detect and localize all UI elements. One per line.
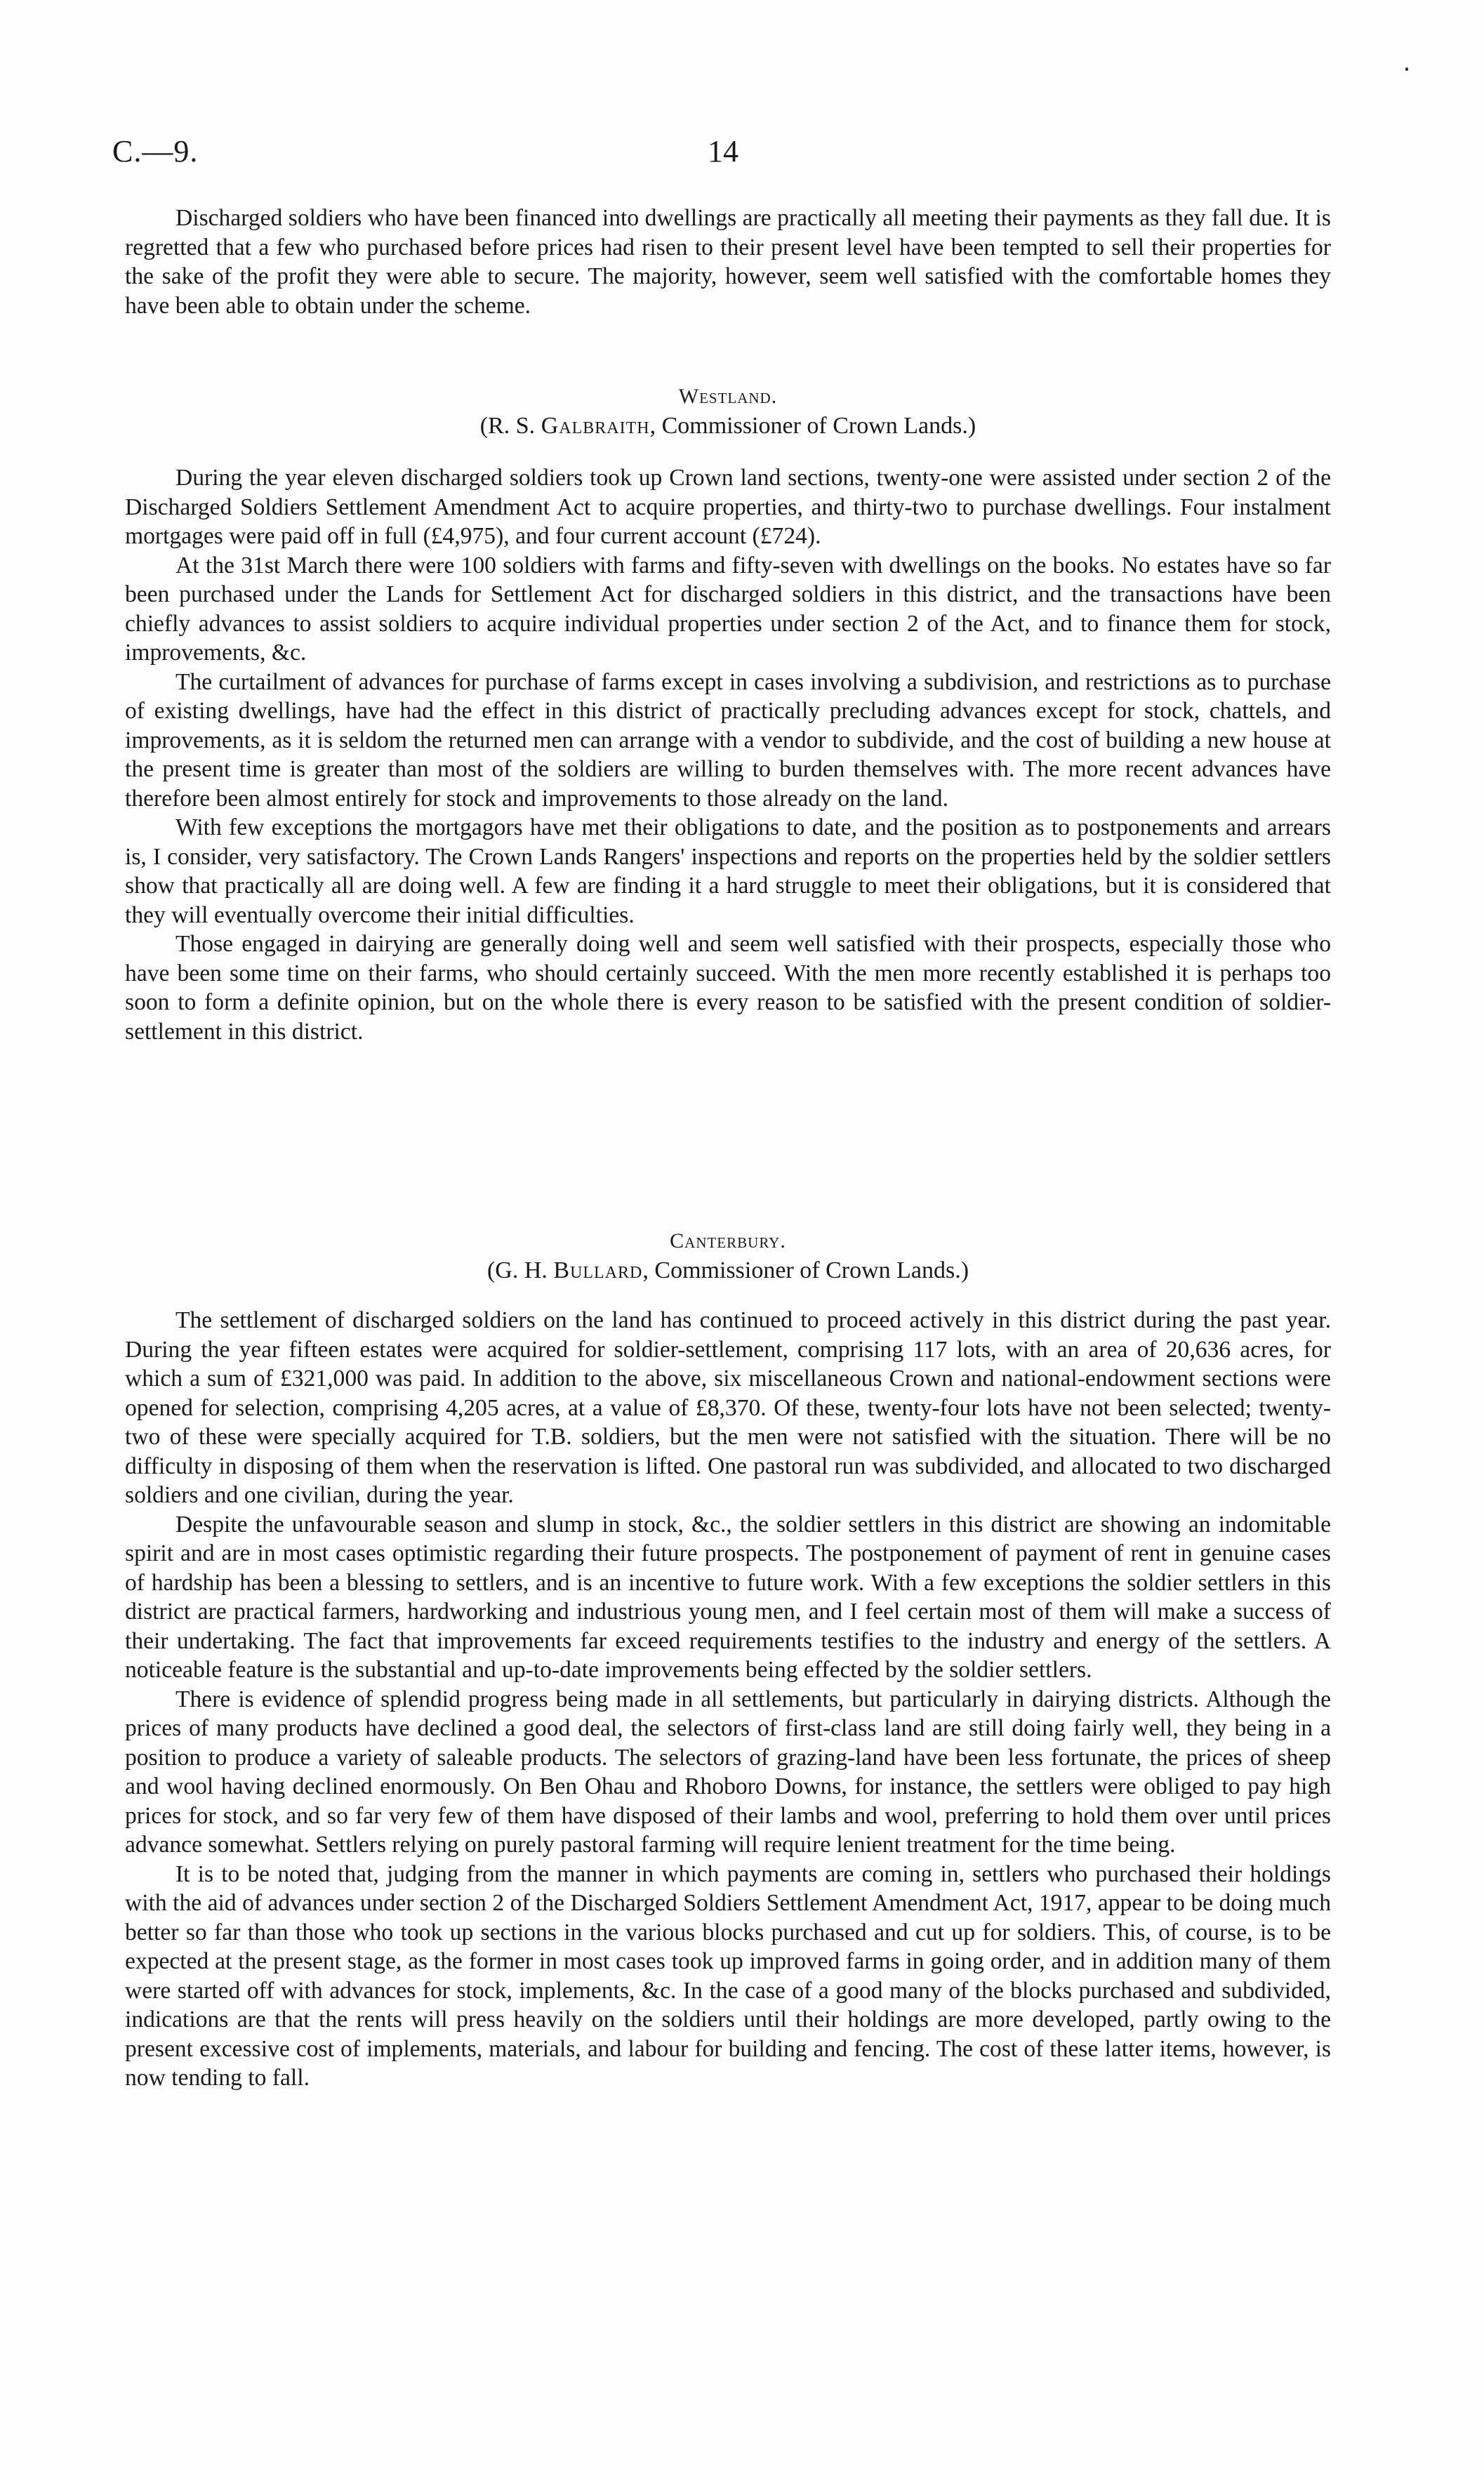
section-title-westland: Westland. [678, 385, 778, 408]
intro-paragraph: Discharged soldiers who have been financed into dwellings are practically all meeting their payments as they fall due. It is regretted that a few who purchased before prices had risen to their present level have been tempted to sell their properties for the sake of the profit they were able to secure. The majority, however, seem well satisfied with the comfortable homes they have been able to obtain under the scheme. [125, 205, 1331, 319]
paragraph: The settlement of discharged soldiers on the land has continued to proceed actively in this district during the past year. During the year fifteen estates were acquired for soldier-settlement, comprising 117 lots, with an area of 20,636 acres, for which a sum of £321,000 was paid. In addition to the above, six miscellaneous Crown and national-endowment sections were opened for selection, comprising 4,205 acres, at a value of £8,370. Of these, twenty-four lots have not been selected; twenty-two of these were specially acquired for T.B. soldiers, but the men were not satisfied with the situation. There will be no difficulty in disposing of them when the reservation is lifted. One pastoral run was subdivided, and allocated to two discharged soldiers and one civilian, during the year. [125, 1307, 1331, 1508]
paragraph: Those engaged in dairying are generally doing well and seem well satisfied with their prospects, especially those who have been some time on their farms, who should certainly succeed. With the men more recently established it is perhaps too soon to form a definite opinion, but on the whole there is every reason to be satisfied with the present condition of soldier-settlement in this district. [125, 931, 1331, 1045]
byline-suffix: , Commissioner of Crown Lands.) [649, 413, 976, 439]
section-byline-canterbury [125, 1255, 1331, 1286]
paragraph: With few exceptions the mortgagors have met their obligations to date, and the position as to postponements and arrears is, I consider, very satisfactory. The Crown Lands Rangers' inspections and reports on the properties held by the soldier settlers show that practically all are doing well. A few are finding it a hard struggle to meet their obligations, but it is considered that they will eventually overcome their initial difficulties. [125, 814, 1331, 928]
westland-section [125, 463, 1331, 1046]
paragraph: It is to be noted that, judging from the manner in which payments are coming in, settlers who purchased their holdings with the aid of advances under section 2 of the Discharged Soldiers Settlement Amendment Act, 1917, appear to be doing much better so far than those who took up sections in the various blocks purchased and cut up for soldiers. This, of course, is to be expected at the present stage, as the former in most cases took up improved farms in going order, and in addition many of them were started off with advances for stock, implements, &c. In the case of a good many of the blocks purchased and subdivided, indications are that the rents will press heavily on the soldiers until their holdings are more developed, partly owing to the present excessive cost of implements, materials, and labour for building and fencing. The cost of these latter items, however, is now tending to fall. [125, 1860, 1331, 2091]
canterbury-section [125, 1306, 1331, 2093]
scan-speck [1405, 67, 1408, 71]
paragraph: At the 31st March there were 100 soldiers with farms and fifty-seven with dwellings on the books. No estates have so far been purchased under the Lands for Settlement Act for discharged soldiers in this district, and the transactions have been chiefly advances to assist soldiers to acquire individual properties under section 2 of the Act, and to finance them for stock, improvements, &c. [125, 552, 1331, 666]
paragraph: During the year eleven discharged soldiers took up Crown land sections, twenty-one were assisted under section 2 of the Discharged Soldiers Settlement Amendment Act to acquire properties, and thirty-two to purchase dwellings. Four instalment mortgages were paid off in full (£4,975), and four current account (£724). [125, 465, 1331, 549]
byline-prefix: (G. H. [486, 1257, 554, 1283]
paragraph: There is evidence of splendid progress being made in all settlements, but particularly in dairying districts. Although the prices of many products have declined a good deal, the selectors of first-class land are still doing fairly well, they being in a position to produce a variety of saleable products. The selectors of grazing-land have been less fortunate, the prices of sheep and wool having declined enormously. On Ben Ohau and Rhoboro Downs, for instance, the settlers were obliged to pay high prices for stock, and so far very few of them have disposed of their lambs and wool, preferring to hold them over until prices advance somewhat. Settlers relying on purely pastoral farming will require lenient treatment for the time being. [125, 1686, 1331, 1858]
westland-heading [125, 383, 1331, 442]
page-reference: C.—9. [112, 134, 199, 168]
page-number: 14 [708, 134, 738, 168]
paragraph: The curtailment of advances for purchase of farms except in cases involving a subdivision, and restrictions as to purchase of existing dwellings, have had the effect in this district of practically precluding advances except for stock, chattels, and improvements, as it is seldom the returned men can arrange with a vendor to subdivide, and the cost of building a new house at the present time is greater than most of the soldiers are willing to burden themselves with. The more recent advances have therefore been almost entirely for stock and improvements to those already on the land. [125, 668, 1331, 812]
paragraph: Despite the unfavourable season and slump in stock, &c., the soldier settlers in this district are showing an indomitable spirit and are in most cases optimistic regarding their future prospects. The postponement of payment of rent in genuine cases of hardship has been a blessing to settlers, and is an incentive to future work. With a few exceptions the soldier settlers in this district are practical farmers, hardworking and industrious young men, and I feel certain most of them will make a success of their undertaking. The fact that improvements far exceed requirements testifies to the industry and energy of the settlers. A noticeable feature is the substantial and up-to-date improvements being effected by the soldier settlers. [125, 1511, 1331, 1683]
section-title-canterbury: Canterbury. [670, 1229, 786, 1252]
section-byline-westland [125, 411, 1331, 442]
byline-name: Bullard [553, 1257, 643, 1283]
byline-prefix: (R. S. [479, 413, 541, 439]
byline-suffix: , Commissioner of Crown Lands.) [642, 1257, 969, 1283]
canterbury-heading [125, 1227, 1331, 1286]
byline-name: Galbraith [541, 413, 650, 439]
intro-section [125, 204, 1331, 320]
